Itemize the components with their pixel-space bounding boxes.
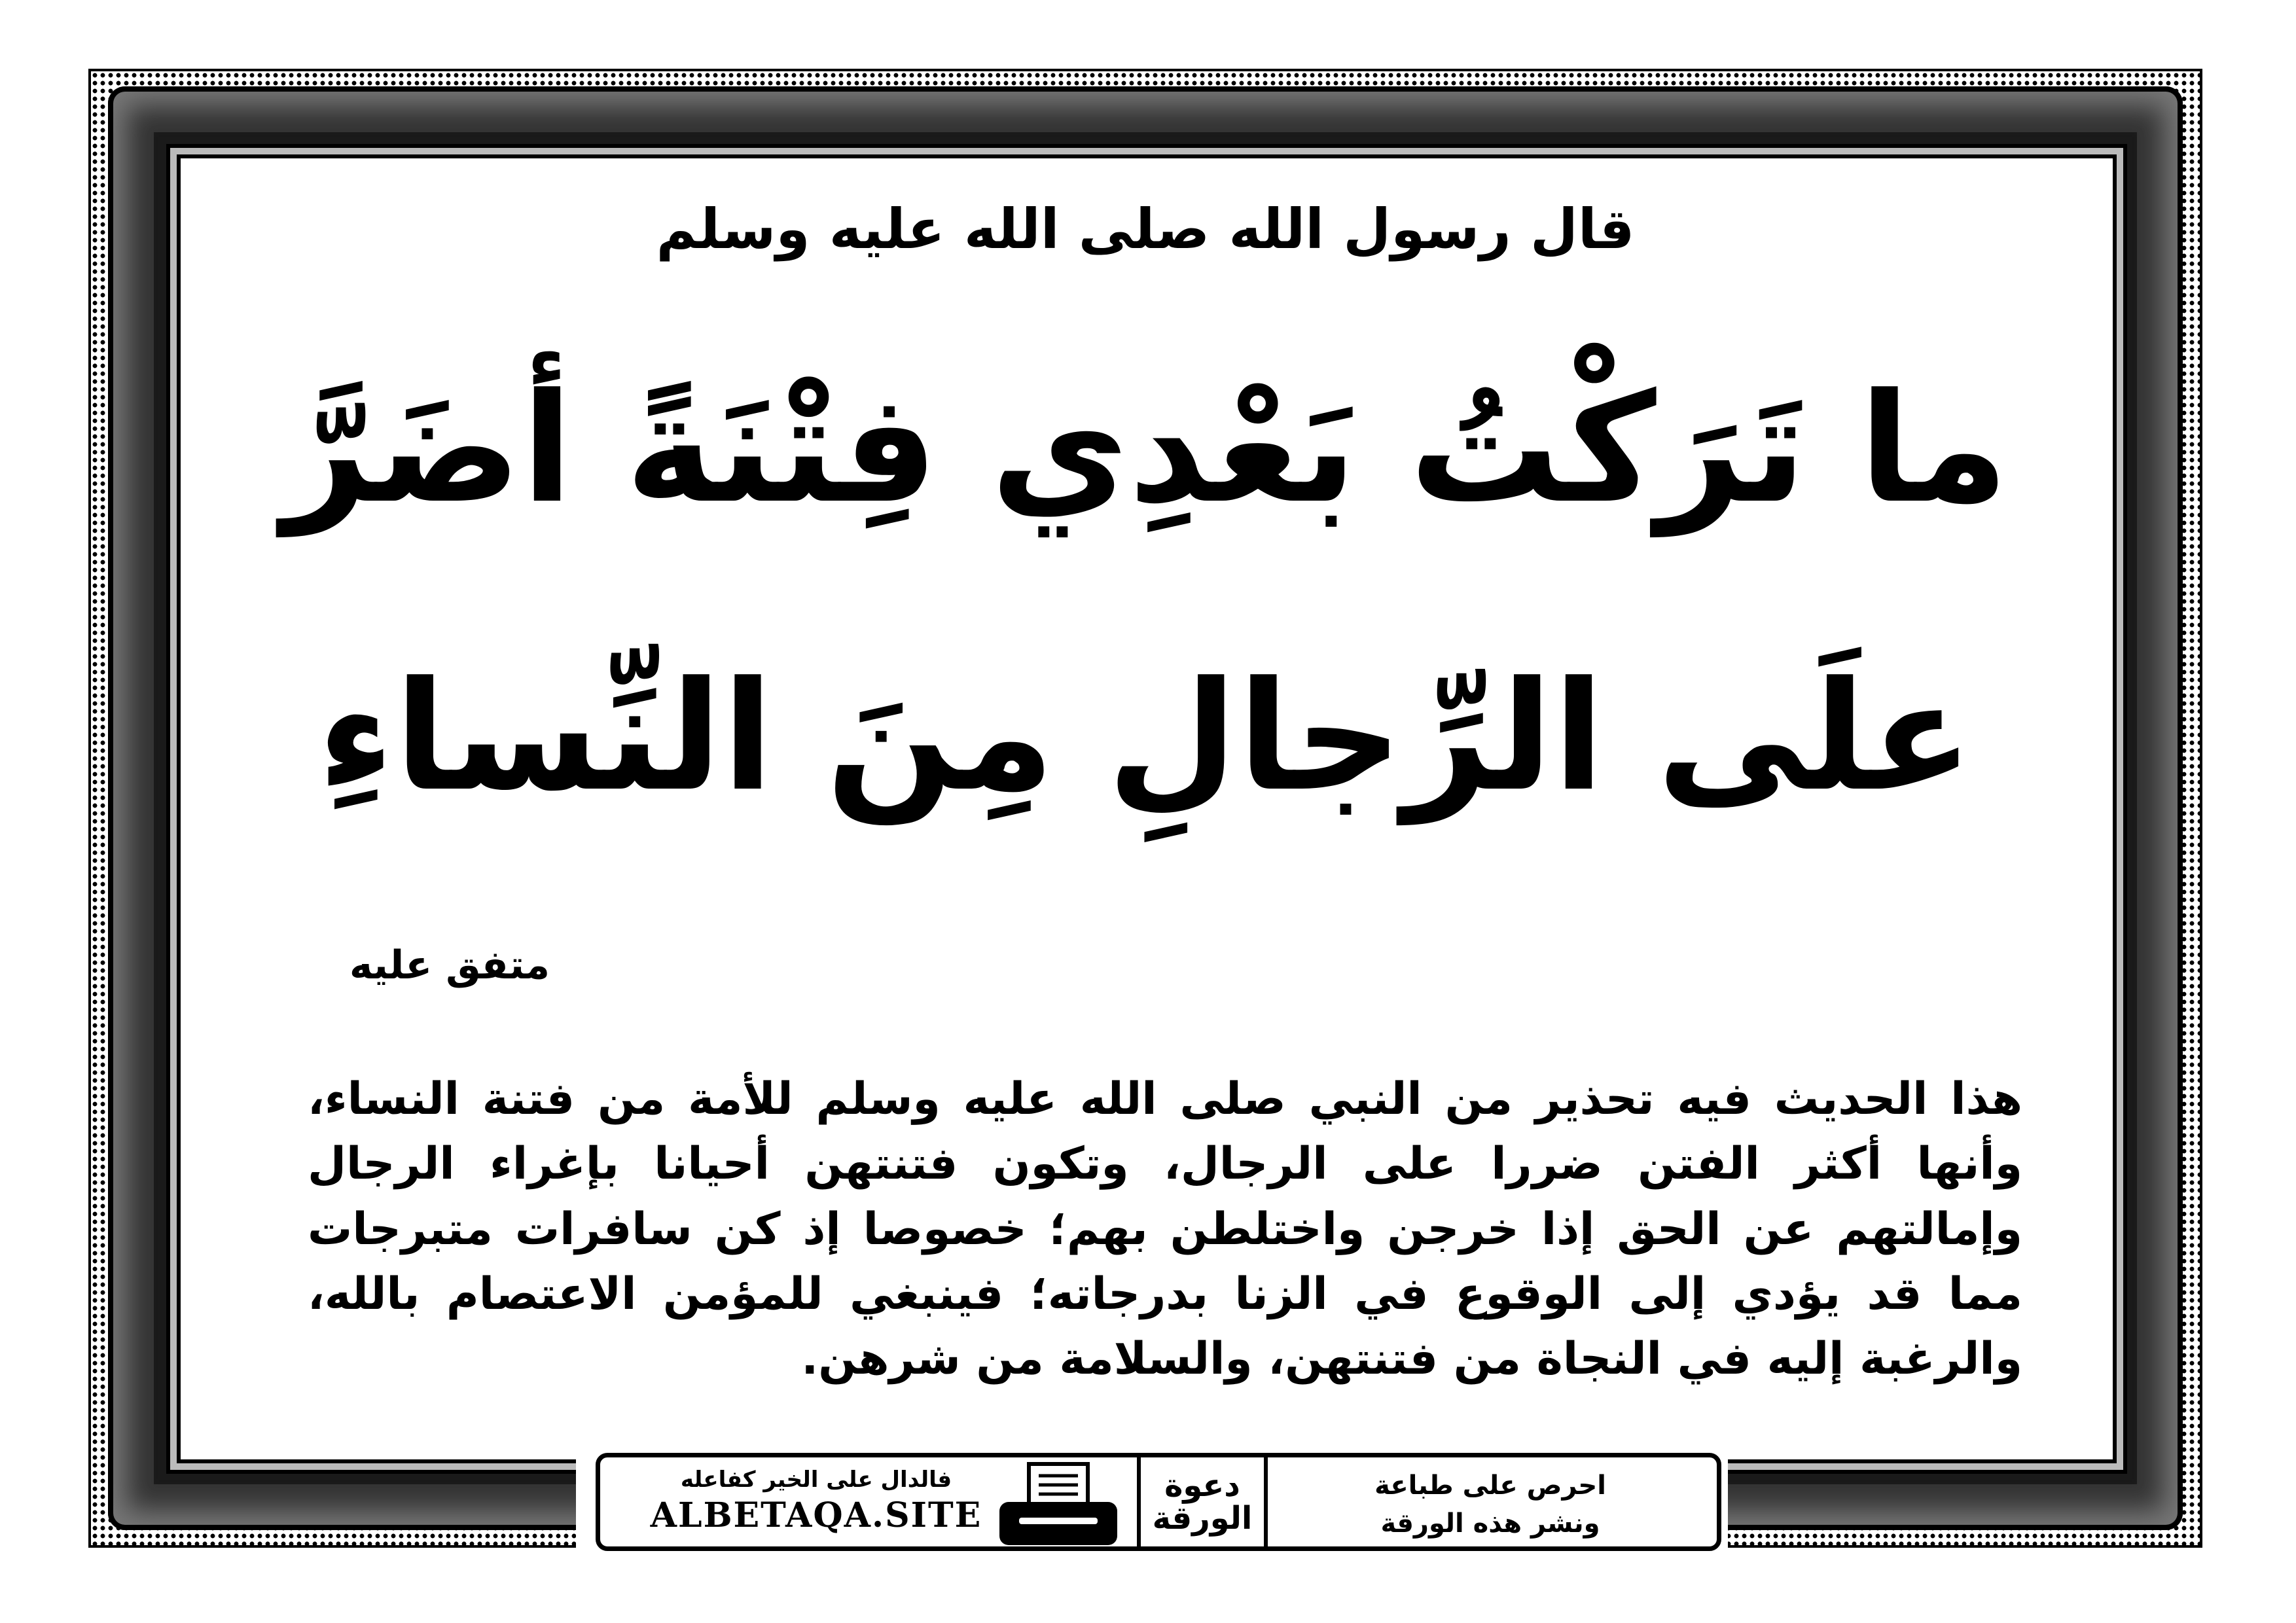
hadith-source: متفق عليه [349, 942, 550, 988]
hadith-text-line-1: ما تَرَكْتُ بَعْدِي فِتْنَةً أضَرَّ [282, 362, 2009, 537]
logo-line-2: الورقة [1152, 1500, 1253, 1537]
footer-bar [596, 1453, 1721, 1551]
hadith-explanation: هذا الحديث فيه تحذير من النبي صلى الله عليه وسلم للأمة من فتنة النساء، وأنها أكثر الفتن ضررا على الرجال، وتكون فتنتهن أحيانا بإغراء الرجال وإمالتهم عن الحق إذا خرجن واختلطن بهم؛ خصوصا إذ كن سافرات متبرجات مما قد يؤدي إلى الوقوع في الزنا بدرجاته؛ فينبغي للمؤمن الاعتصام بالله، والرغبة إليه في النجاة من فتنتهن، والسلامة من شرهن. [308, 1073, 2022, 1385]
dawah-logo [1137, 1457, 1268, 1546]
footer-print-note [1281, 1467, 1700, 1543]
print-note-line-1: احرص على طباعة [1374, 1471, 1606, 1501]
footer-site-block [613, 1465, 1019, 1537]
footer-tagline: فالدال على الخير كفاعله [680, 1467, 952, 1493]
hadith-intro: قال رسول الله صلى الله عليه وسلم [656, 197, 1635, 261]
logo-line-1: دعوة [1164, 1467, 1240, 1504]
printer-icon [993, 1461, 1124, 1550]
print-note-line-2: ونشر هذه الورقة [1380, 1508, 1600, 1539]
hadith-text-line-2: علَى الرِّجالِ مِنَ النِّساءِ [317, 650, 1974, 825]
site-url[interactable]: ALBETAQA.SITE [650, 1495, 982, 1536]
